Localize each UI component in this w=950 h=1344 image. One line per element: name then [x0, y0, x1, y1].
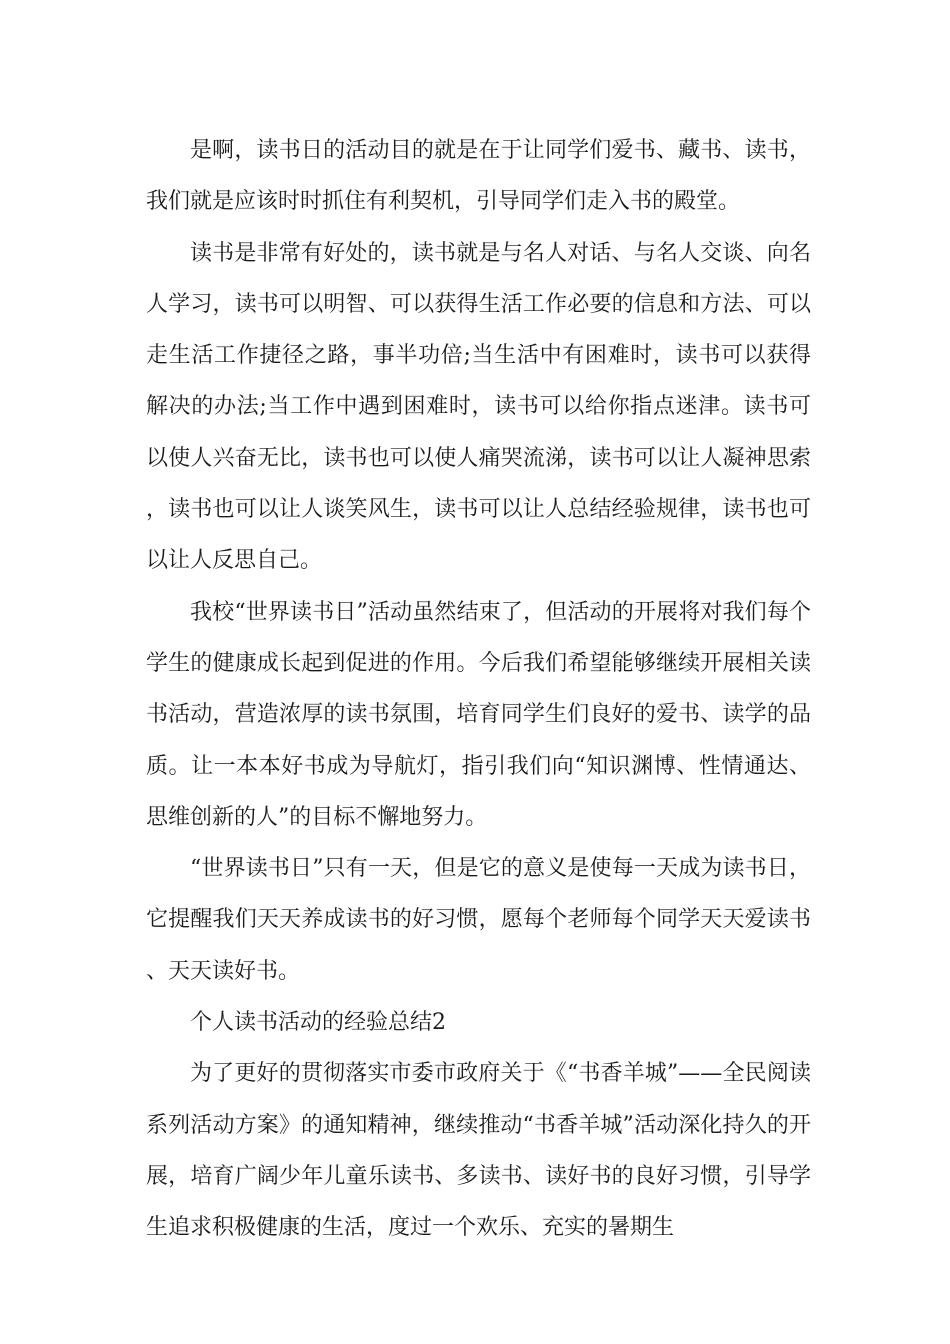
document-body — [146, 125, 811, 1254]
paragraph-3: 我校“世界读书日”活动虽然结束了，但活动的开展将对我们每个学生的健康成长起到促进的作用。今后我们希望能够继续开展相关读书活动，营造浓厚的读书氛围，培育同学生们良好的爱书、读学的品质。让一本本好书成为导航灯，指引我们向“知识渊博、性情通达、思维创新的人”的目标不懈地努力。 — [146, 599, 811, 830]
paragraph-2: 读书是非常有好处的，读书就是与名人对话、与名人交谈、向名人学习，读书可以明智、可以获得生活工作必要的信息和方法、可以走生活工作捷径之路，事半功倍;当生活中有困难时，读书可以获得解决的办法;当工作中遇到困难时，读书可以给你指点迷津。读书可以使人兴奋无比，读书也可以使人痛哭流涕，读书可以让人凝神思索，读书也可以让人谈笑风生，读书可以让人总结经验规律，读书也可以让人反思自己。 — [146, 240, 811, 574]
section-paragraph-1: 为了更好的贯彻落实市委市政府关于《“书香羊城”——全民阅读系列活动方案》的通知精神，继续推动“书香羊城”活动深化持久的开展，培育广阔少年儿童乐读书、多读书、读好书的良好习惯，引导学生追求积极健康的生活，度过一个欢乐、充实的暑期生 — [146, 1061, 811, 1241]
section-heading: 个人读书活动的经验总结2 — [190, 1010, 446, 1036]
paragraph-1: 是啊，读书日的活动目的就是在于让同学们爱书、藏书、读书，我们就是应该时时抓住有利契机，引导同学们走入书的殿堂。 — [146, 138, 811, 215]
paragraph-4: “世界读书日”只有一天，但是它的意义是使每一天成为读书日，它提醒我们天天养成读书的好习惯，愿每个老师每个同学天天爱读书、天天读好书。 — [146, 856, 811, 984]
